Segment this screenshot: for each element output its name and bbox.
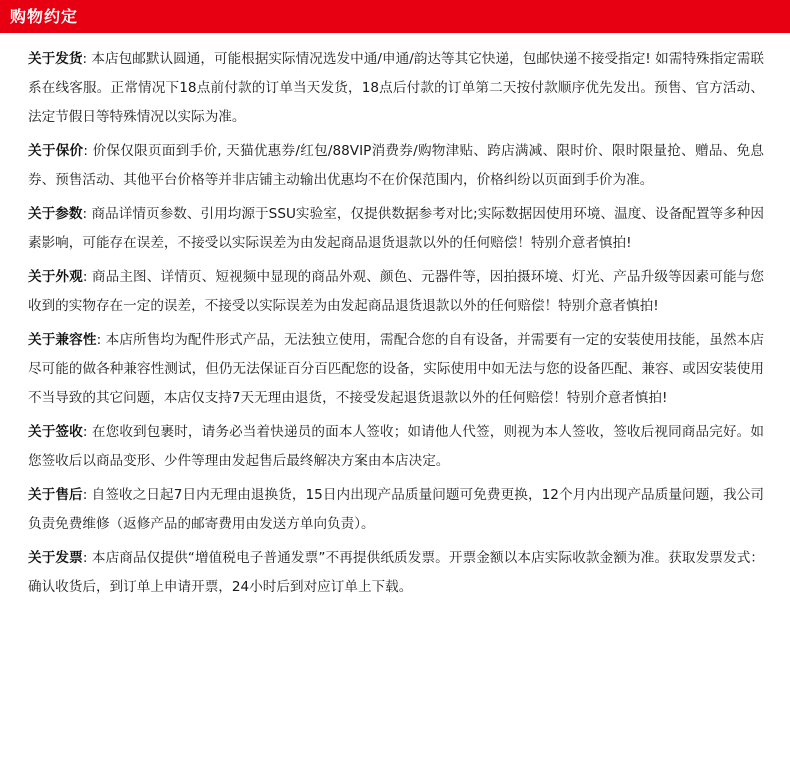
clause-label: 关于签收 — [28, 424, 83, 440]
clause-text: : 自签收之日起7日内无理由退换货，15日内出现产品质量问题可免费更换，12个月内出现产品质量问题，我公司负责免费维修（返修产品的邮寄费用由发送方单向负责）。 — [28, 487, 764, 532]
clause-text: : 本店所售均为配件形式产品，无法独立使用，需配合您的自有设备，并需要有一定的安装使用技能，虽然本店尽可能的做各种兼容性测试，但仍无法保证百分百匹配您的设备，实际使用中如无法与您的设备匹配、兼容、或因安装使用不当导致的其它问题，本店仅支持7天无理由退货，不接受发起退货退款以外的任何赔偿！特别介意者慎拍! — [28, 332, 764, 406]
clause-parameters — [28, 200, 764, 258]
clause-invoice — [28, 544, 764, 602]
clause-signing — [28, 418, 764, 476]
section-title: 购物约定 — [10, 7, 79, 26]
clause-appearance — [28, 263, 764, 321]
clause-text: : 本店包邮默认圆通，可能根据实际情况选发中通/申通/韵达等其它快递，包邮快递不接受指定! 如需特殊指定需联系在线客服。正常情况下18点前付款的订单当天发货，18点后付款的订单第二天按付款顺序优先发出。预售、官方活动、法定节假日等特殊情况以实际为准。 — [28, 51, 765, 125]
clause-text: : 在您收到包裹时，请务必当着快递员的面本人签收；如请他人代签，则视为本人签收，签收后视同商品完好。如您签收后以商品变形、少件等理由发起售后最终解决方案由本店决定。 — [28, 424, 764, 469]
clause-text: : 商品主图、详情页、短视频中显现的商品外观、颜色、元器件等，因拍摄环境、灯光、产品升级等因素可能与您收到的实物存在一定的误差，不接受以实际误差为由发起商品退货退款以外的任何赔偿！特别介意者慎拍! — [28, 269, 764, 314]
clause-label: 关于外观 — [28, 269, 83, 285]
clause-shipping — [28, 45, 764, 132]
clause-label: 关于兼容性 — [28, 332, 97, 348]
clause-text: : 商品详情页参数、引用均源于SSU实验室，仅提供数据参考对比;实际数据因使用环境、温度、设备配置等多种因素影响，可能存在误差，不接受以实际误差为由发起商品退货退款以外的任何赔偿！特别介意者慎拍! — [28, 206, 765, 251]
clause-label: 关于保价 — [28, 143, 84, 159]
clause-compatibility — [28, 326, 764, 413]
policy-content — [0, 33, 790, 602]
clause-after-sales — [28, 481, 764, 539]
clause-label: 关于售后 — [28, 487, 83, 503]
clause-label: 关于发货 — [28, 51, 83, 67]
clause-text: : 价保仅限页面到手价, 天猫优惠券/红包/88VIP消费券/购物津贴、跨店满减、限时价、限时限量抢、赠品、免息券、预售活动、其他平台价格等并非店铺主动输出优惠均不在价保范围内，价格纠纷以页面到手价为准。 — [28, 143, 764, 188]
section-header — [0, 0, 790, 33]
clause-text: : 本店商品仅提供“增值税电子普通发票”不再提供纸质发票。开票金额以本店实际收款金额为准。获取发票发式：确认收货后，到订单上申请开票，24小时后到对应订单上下载。 — [28, 550, 765, 595]
clause-price-protection — [28, 137, 764, 195]
clause-label: 关于参数 — [28, 206, 83, 222]
clause-label: 关于发票 — [28, 550, 83, 566]
